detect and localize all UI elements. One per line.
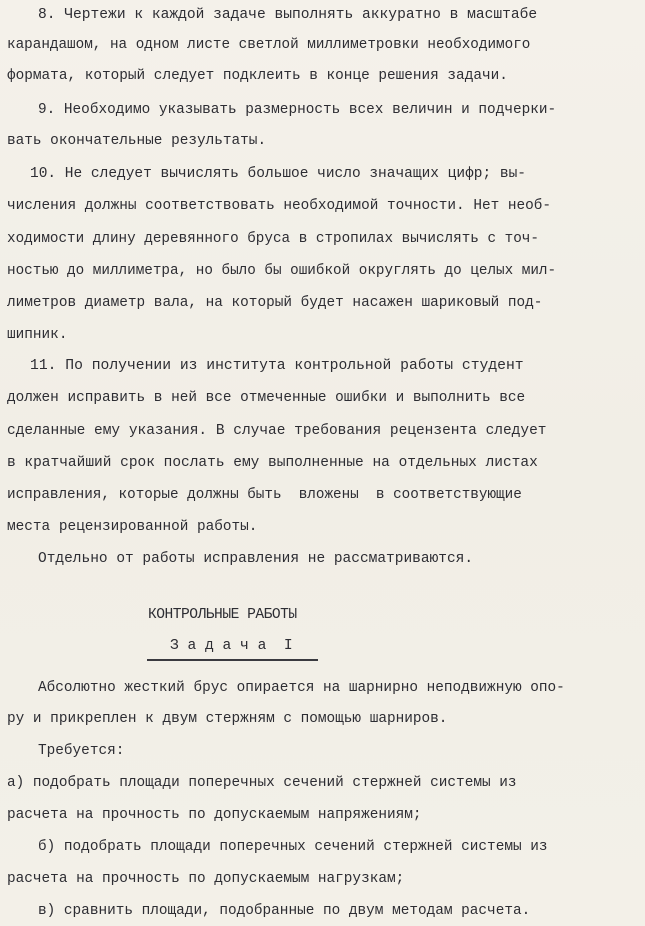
- task-item-c-line-1: в) сравнить площади, подобранные по двум методам расчета.: [38, 903, 531, 919]
- paragraph-11-line-4: в кратчайший срок послать ему выполненные на отдельных листах: [7, 455, 538, 471]
- paragraph-11-line-3: сделанные ему указания. В случае требования рецензента следует: [7, 423, 547, 439]
- task-intro-line-1: Абсолютно жесткий брус опирается на шарнирно неподвижную опо-: [38, 680, 565, 696]
- paragraph-10-line-2: числения должны соответствовать необходимой точности. Нет необ-: [7, 198, 552, 214]
- paragraph-9-line-1: 9. Необходимо указывать размерность всех величин и подчерки-: [38, 102, 557, 118]
- task-title-underline: [147, 659, 318, 661]
- paragraph-12-line-1: Отдельно от работы исправления не рассматриваются.: [38, 551, 474, 567]
- task-item-b-line-2: расчета на прочность по допускаемым нагрузкам;: [7, 871, 405, 887]
- task-required-label: Требуется:: [38, 743, 125, 759]
- paragraph-8-line-2: карандашом, на одном листе светлой миллиметровки необходимого: [7, 37, 531, 53]
- paragraph-11-line-5: исправления, которые должны быть вложены в соответствующие: [7, 487, 522, 503]
- paragraph-10-line-3: ходимости длину деревянного бруса в стропилах вычислять с точ-: [7, 231, 539, 247]
- task-item-a-line-1: а) подобрать площади поперечных сечений стержней системы из: [7, 775, 517, 791]
- paragraph-11-line-1: 11. По получении из института контрольной работы студент: [30, 358, 524, 374]
- section-title: КОНТРОЛЬНЫЕ РАБОТЫ: [148, 607, 297, 623]
- paragraph-10-line-6: шипник.: [7, 327, 68, 343]
- paragraph-9-line-2: вать окончательные результаты.: [7, 133, 267, 149]
- paragraph-11-line-2: должен исправить в ней все отмеченные ошибки и выполнить все: [7, 390, 526, 406]
- paragraph-10-line-1: 10. Не следует вычислять большое число значащих цифр; вы-: [30, 166, 526, 182]
- paragraph-8-line-1: 8. Чертежи к каждой задаче выполнять аккуратно в масштабе: [38, 7, 538, 23]
- paragraph-8-line-3: формата, который следует подклеить в конце решения задачи.: [7, 68, 508, 84]
- task-item-a-line-2: расчета на прочность по допускаемым напряжениям;: [7, 807, 422, 823]
- paragraph-10-line-5: лиметров диаметр вала, на который будет насажен шариковый под-: [7, 295, 543, 311]
- task-intro-line-2: ру и прикреплен к двум стержням с помощью шарниров.: [7, 711, 448, 727]
- task-title: З а д а ч а I: [170, 638, 293, 654]
- paragraph-11-line-6: места рецензированной работы.: [7, 519, 258, 535]
- task-item-b-line-1: б) подобрать площади поперечных сечений стержней системы из: [38, 839, 548, 855]
- paragraph-10-line-4: ностью до миллиметра, но было бы ошибкой округлять до целых мил-: [7, 263, 557, 279]
